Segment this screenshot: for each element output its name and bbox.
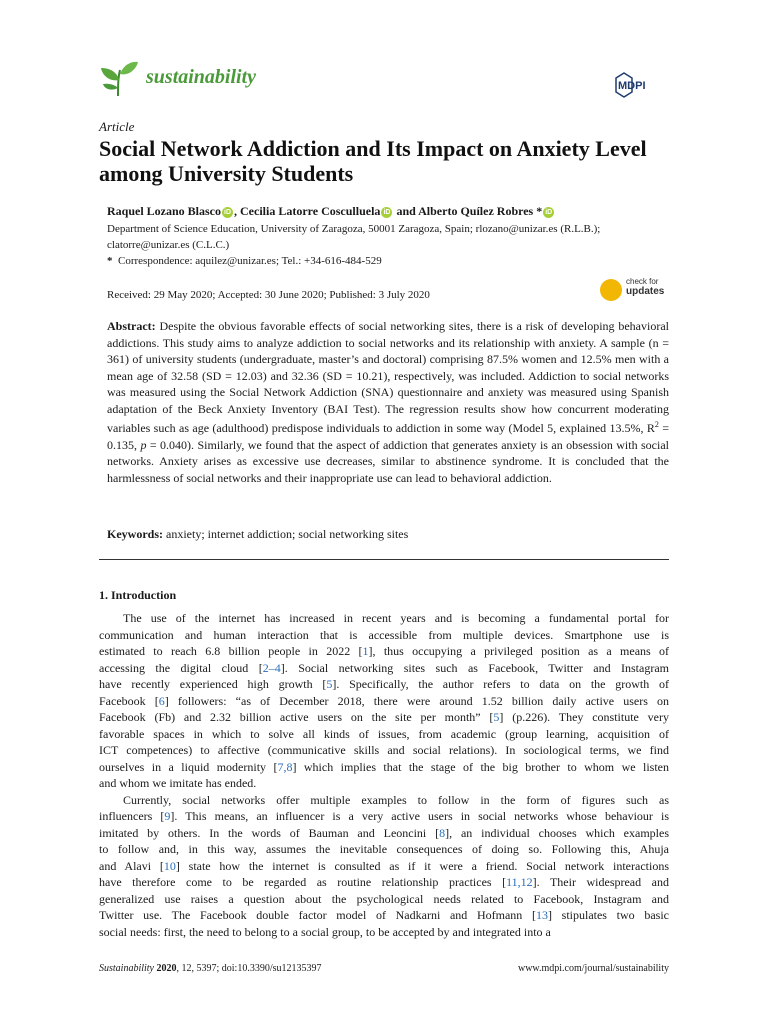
abstract-text: = 0.135,	[107, 421, 669, 452]
intro-text: ] which implies that the stage of the big brother to whom we listen	[292, 759, 669, 774]
intro-text: ]. This means, an influencer is a very active users in social networks whose behaviour is	[170, 809, 669, 823]
keywords	[107, 526, 669, 543]
intro-line	[99, 924, 669, 941]
publisher-name: MDPI	[618, 80, 646, 92]
abstract-label: Abstract:	[107, 319, 156, 333]
intro-text: ]. Their widespread and	[532, 875, 669, 889]
affiliation-line: clatorre@unizar.es (C.L.C.)	[107, 239, 230, 251]
citation-link[interactable]: 9	[164, 809, 171, 823]
citation-link[interactable]: 7,8	[277, 759, 293, 774]
superscript: 2	[654, 420, 659, 429]
publication-dates: Received: 29 May 2020; Accepted: 30 June 2020; Published: 3 July 2020	[107, 289, 430, 301]
p-symbol: p	[140, 437, 147, 452]
intro-line	[99, 808, 669, 825]
intro-line	[99, 907, 669, 924]
intro-line	[99, 676, 669, 693]
intro-line	[99, 874, 669, 891]
abstract-text: = 0.040). Similarly, we found that the aspect of addiction that generates anxiety is an obsession with social networks. Anxiety arises as excessive use decreases, similar to abstinence syndrome. It is concluded that the harmlessness of social networks and their inappropriate use can lead to behavioral addiction.	[107, 437, 670, 485]
abstract-text: Despite the obvious favorable effects of social networking sites, there is a risk of developing behavioral addictions. This study aims to analyze addiction to social networks and its relationship with anxiety. A sample (n = 361) of university students (undergraduate, master’s and doctoral) comprising 87.5% women and 12.5% men with a mean age of 32.58 (SD = 12.03) and 32.36 (SD = 10.21), respectively, was included. Addiction to social networks was measured using the Social Network Addiction (SNA) questionnaire and anxiety was measured using Spanish adaptation of the Beck Anxiety Inventory (BAI Test). The regression results show how concurrent moderating variables such as age (adulthood) predispose individuals to addiction in some way (Model 5, explained 13.5%, R	[107, 319, 669, 435]
intro-line	[99, 759, 669, 776]
intro-text: ] (p.226). They constitute very	[499, 710, 669, 724]
article-type: Article	[99, 119, 135, 134]
orcid-icon[interactable]: iD	[224, 209, 232, 216]
article-title: Social Network Addiction and Its Impact on Anxiety Level among University Students	[99, 136, 647, 186]
check-updates-label	[626, 277, 664, 297]
check-updates-icon	[600, 279, 622, 301]
abstract	[107, 318, 669, 486]
intro-text: Facebook (Fb) and 2.32 billion active users on the site per month” [	[99, 710, 494, 724]
intro-text: The use of the internet has increased in recent years and is becoming a fundamental portal for	[123, 611, 669, 625]
intro-line	[99, 627, 669, 644]
citation-link[interactable]: 10	[163, 858, 176, 873]
intro-text: ] state how the internet is consulted as if it were a friend. Social network interactions	[175, 858, 669, 873]
intro-text: have recently experienced high growth [	[99, 677, 327, 691]
author-name: , Cecilia Latorre Cosculluela	[234, 204, 381, 218]
intro-line	[99, 858, 669, 875]
intro-text: Currently, social networks offer multiple examples to follow in the form of figures such as	[123, 792, 669, 807]
intro-text: ], thus occupying a privileged position as a means of	[368, 644, 670, 658]
corresponding-marker: *	[107, 255, 113, 267]
intro-text: ]. Specifically, the author refers to data on the growth of	[332, 677, 669, 691]
citation-link[interactable]: 1	[362, 644, 369, 658]
citation-link[interactable]: 2–4	[262, 660, 281, 675]
intro-line	[99, 643, 669, 660]
intro-line	[99, 775, 669, 792]
check-updates-line1: check for	[626, 277, 659, 286]
citation-link[interactable]: 11,12	[506, 875, 533, 889]
orcid-icon[interactable]: iD	[383, 209, 391, 216]
citation-link[interactable]: 6	[158, 693, 165, 708]
author-name: Raquel Lozano Blasco	[107, 204, 222, 218]
intro-text: ] followers: “as of December 2018, there were around 1.52 billion daily active users on	[164, 693, 670, 708]
intro-line	[99, 726, 669, 743]
intro-line	[99, 660, 669, 677]
intro-line	[99, 610, 669, 627]
intro-text: influencers [	[99, 809, 165, 823]
intro-text: and Alavi [	[99, 858, 164, 873]
intro-line	[99, 891, 669, 908]
intro-text: and whom we imitate has ended.	[99, 776, 257, 790]
keywords-label: Keywords:	[107, 527, 163, 541]
citation-link[interactable]: 5	[326, 677, 333, 691]
intro-text: generalized use raises a question about the psychological needs related to Facebook, Instagram and	[99, 891, 669, 906]
intro-text: ]. Social networking sites such as Facebook, Twitter and Instagram	[280, 660, 669, 675]
sustainability-leaf-logo-icon	[98, 58, 140, 98]
intro-text: to follow and, in this way, assumes the inevitable consequences of doing so. Following this, Ahuja	[99, 842, 669, 856]
intro-text: imitated by others. In the words of Bauman and Leoncini [	[99, 825, 440, 840]
orcid-icon[interactable]: iD	[545, 209, 553, 216]
intro-line	[99, 841, 669, 858]
intro-text: favorable spaces in which to solve all kinds of issues, from academic (group learning, acquisition of	[99, 726, 669, 741]
footer-journal: Sustainability	[99, 963, 154, 974]
intro-text: social needs: first, the need to belong to a social group, to be accepted by and integrated into a	[99, 924, 551, 939]
keywords-text: anxiety; internet addiction; social networking sites	[163, 527, 409, 541]
intro-text: have therefore come to be regarded as routine relationship practices [	[99, 875, 507, 889]
citation-link[interactable]: 13	[535, 908, 548, 922]
mdpi-logo	[612, 72, 670, 98]
intro-text: Facebook [	[99, 693, 159, 708]
correspondence	[107, 253, 382, 269]
check-for-updates-badge[interactable]	[600, 277, 672, 305]
check-updates-line2: updates	[626, 286, 665, 297]
intro-line	[99, 709, 669, 726]
author-list	[107, 204, 555, 219]
intro-line	[99, 792, 669, 809]
intro-line	[99, 825, 669, 842]
correspondence-text: Correspondence: aquilez@unizar.es; Tel.: +34-616-484-529	[118, 255, 382, 267]
footer-citation	[99, 963, 322, 974]
intro-line	[99, 693, 669, 710]
footer-details: , 12, 5397; doi:10.3390/su12135397	[176, 963, 322, 974]
intro-text: estimated to reach 6.8 billion people in 2022 [	[99, 644, 363, 658]
intro-text: Twitter use. The Facebook double factor model of Nadkarni and Hofmann [	[99, 908, 536, 922]
section-divider	[99, 559, 669, 560]
footer-year: 2020	[154, 963, 177, 974]
intro-text: ourselves in a liquid modernity [	[99, 759, 278, 774]
intro-text: communication and human interaction that is accessible from multiple devices. Smartphone use is	[99, 627, 669, 642]
intro-text: ], an individual chooses which examples	[445, 825, 669, 840]
intro-text: ] stipulates two basic	[547, 908, 669, 922]
journal-name: sustainability	[146, 66, 257, 88]
citation-link[interactable]: 8	[439, 825, 446, 840]
author-name: and Alberto Quílez Robres *	[393, 204, 543, 218]
affiliation-line: Department of Science Education, University of Zaragoza, 50001 Zaragoza, Spain; rlozano@unizar.es (R.L.B.);	[107, 223, 601, 235]
intro-text: ICT competences) to affective (communicative skills and social relations). In sociological terms, we find	[99, 743, 669, 757]
section-heading: 1. Introduction	[99, 588, 177, 602]
intro-line	[99, 742, 669, 759]
intro-text: accessing the digital cloud [	[99, 660, 263, 675]
citation-link[interactable]: 5	[493, 710, 500, 724]
footer-url[interactable]: www.mdpi.com/journal/sustainability	[517, 963, 669, 974]
